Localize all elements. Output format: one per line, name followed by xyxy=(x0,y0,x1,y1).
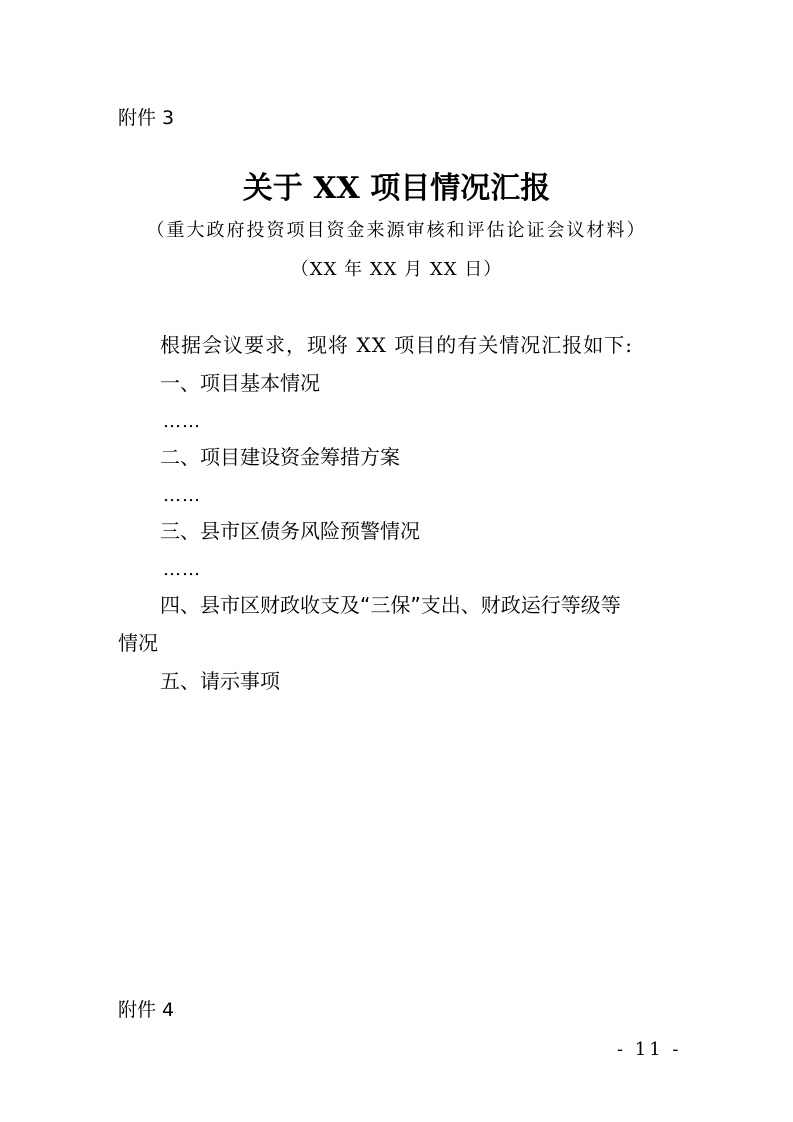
section-placeholder-1: …… xyxy=(163,411,201,432)
section-heading-4: 四、县市区财政收支及“三保”支出、财政运行等级等 xyxy=(160,593,621,617)
document-title: 关于 XX 项目情况汇报 xyxy=(242,171,551,206)
section-heading-1: 一、项目基本情况 xyxy=(160,371,320,395)
section-heading-5: 五、请示事项 xyxy=(160,669,280,693)
section-heading-2: 二、项目建设资金筹措方案 xyxy=(160,445,400,469)
page-number: - 11 - xyxy=(617,1039,682,1060)
attachment-label-bottom: 附件 4 xyxy=(118,999,175,1021)
attachment-label-top: 附件 3 xyxy=(118,107,175,129)
intro-paragraph: 根据会议要求，现将 XX 项目的有关情况汇报如下: xyxy=(160,333,633,357)
document-date: （XX 年 XX 月 XX 日） xyxy=(290,259,503,280)
section-placeholder-2: …… xyxy=(163,485,201,506)
document-subtitle: （重大政府投资项目资金来源审核和评估论证会议材料） xyxy=(146,220,647,241)
section-placeholder-3: …… xyxy=(163,559,201,580)
section-heading-3: 三、县市区债务风险预警情况 xyxy=(160,519,420,543)
section-heading-4-continued: 情况 xyxy=(118,631,158,655)
